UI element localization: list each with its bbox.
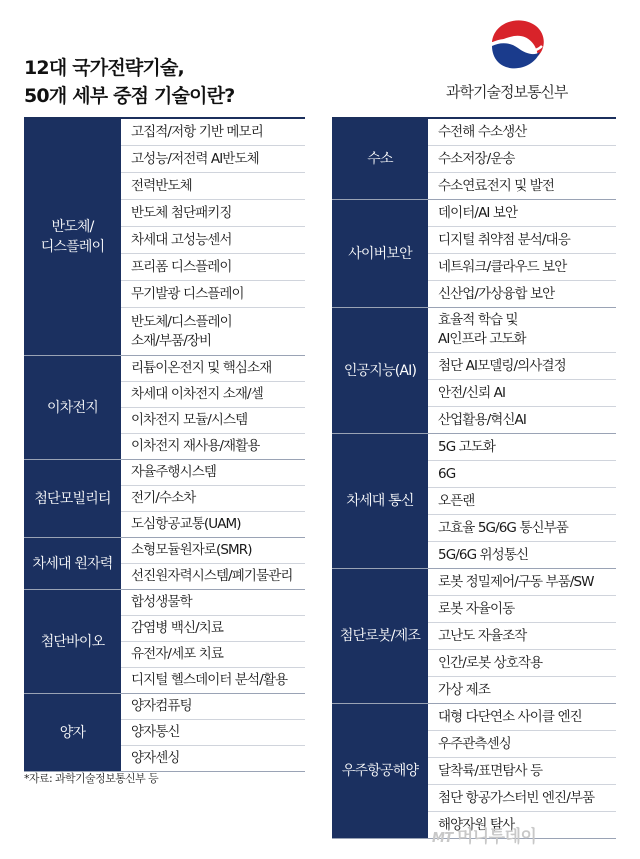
category-label: 우주항공해양 bbox=[332, 704, 428, 838]
category-group bbox=[332, 119, 616, 200]
category-label: 첨단바이오 bbox=[24, 590, 121, 693]
category-label: 첨단모빌리티 bbox=[24, 460, 121, 537]
page-title bbox=[24, 54, 235, 110]
government-emblem-icon bbox=[486, 12, 550, 76]
tech-item: 로봇 자율이동 bbox=[428, 596, 616, 623]
tech-item: 전력반도체 bbox=[121, 173, 305, 200]
category-group bbox=[332, 569, 616, 704]
category-group bbox=[24, 119, 305, 356]
tech-item: 인간/로봇 상호작용 bbox=[428, 650, 616, 677]
watermark-text: 머니투데이 bbox=[456, 827, 537, 847]
category-group bbox=[332, 704, 616, 839]
emblem-blue-arc bbox=[492, 43, 540, 68]
category-group bbox=[24, 590, 305, 694]
category-group bbox=[332, 434, 616, 569]
tech-item: 차세대 이차전지 소재/셀 bbox=[121, 382, 305, 408]
category-group bbox=[24, 694, 305, 772]
title-line-1: 12대 국가전략기술, bbox=[24, 57, 184, 79]
category-label: 사이버보안 bbox=[332, 200, 428, 307]
tech-item: 자율주행시스템 bbox=[121, 460, 305, 486]
category-group bbox=[24, 538, 305, 590]
category-label: 인공지능(AI) bbox=[332, 308, 428, 433]
watermark-mark: MT bbox=[432, 831, 453, 846]
tech-item: 데이터/AI 보안 bbox=[428, 200, 616, 227]
category-label: 수소 bbox=[332, 119, 428, 199]
tech-item: 첨단 AI모델링/의사결정 bbox=[428, 353, 616, 380]
category-group bbox=[24, 356, 305, 460]
category-group bbox=[24, 460, 305, 538]
category-label: 첨단로봇/제조 bbox=[332, 569, 428, 703]
watermark bbox=[432, 822, 536, 847]
tech-item: 효율적 학습 및 AI인프라 고도화 bbox=[428, 308, 616, 353]
tech-item: 고난도 자율조작 bbox=[428, 623, 616, 650]
tech-item: 반도체/디스플레이 소재/부품/장비 bbox=[131, 313, 232, 349]
category-group bbox=[332, 200, 616, 308]
tech-item: 5G 고도화 bbox=[428, 434, 616, 461]
tech-item: 고성능/저전력 AI반도체 bbox=[121, 146, 305, 173]
right-table bbox=[332, 117, 616, 839]
tech-item: 수소저장/운송 bbox=[428, 146, 616, 173]
tech-item: 로봇 정밀제어/구동 부품/SW bbox=[428, 569, 616, 596]
tech-item: 양자센싱 bbox=[131, 750, 180, 766]
category-label: 반도체/ 디스플레이 bbox=[24, 119, 121, 355]
tech-item: 반도체 첨단패키징 bbox=[121, 200, 305, 227]
tech-item: 6G bbox=[428, 461, 616, 488]
tech-item: 프리폼 디스플레이 bbox=[121, 254, 305, 281]
tech-item: 디지털 취약점 분석/대응 bbox=[428, 227, 616, 254]
tech-item: 수소연료전지 및 발전 bbox=[438, 177, 555, 194]
tech-item: 5G/6G 위성통신 bbox=[438, 546, 529, 563]
tech-item: 디지털 헬스데이터 분석/활용 bbox=[131, 672, 288, 688]
tech-item: 산업활용/혁신AI bbox=[438, 411, 526, 428]
tech-item: 고효율 5G/6G 통신부품 bbox=[428, 515, 616, 542]
tech-item: 이차전지 모듈/시스템 bbox=[121, 408, 305, 434]
tech-item: 해양자원 탐사 bbox=[438, 816, 515, 833]
tech-item: 도심항공교통(UAM) bbox=[131, 516, 241, 532]
tech-item: 대형 다단연소 사이클 엔진 bbox=[428, 704, 616, 731]
ministry-name: 과학기술정보통신부 bbox=[446, 83, 568, 101]
category-group bbox=[332, 308, 616, 434]
tech-item: 감염병 백신/치료 bbox=[121, 616, 305, 642]
tech-item: 고집적/저항 기반 메모리 bbox=[121, 119, 305, 146]
tech-item: 차세대 고성능센서 bbox=[121, 227, 305, 254]
title-line-2: 50개 세부 중점 기술이란? bbox=[24, 85, 235, 107]
tech-item: 네트워크/클라우드 보안 bbox=[428, 254, 616, 281]
tech-item: 양자통신 bbox=[121, 720, 305, 746]
tech-item: 안전/신뢰 AI bbox=[428, 380, 616, 407]
tech-item: 오픈랜 bbox=[428, 488, 616, 515]
category-label: 차세대 통신 bbox=[332, 434, 428, 568]
tech-item: 이차전지 재사용/재활용 bbox=[131, 438, 260, 454]
source-footnote: *자료: 과학기술정보통신부 등 bbox=[24, 772, 159, 785]
tech-item: 무기발광 디스플레이 bbox=[121, 281, 305, 308]
category-label: 차세대 원자력 bbox=[24, 538, 121, 589]
tech-item: 가상 제조 bbox=[438, 681, 490, 698]
tech-item: 전기/수소차 bbox=[121, 486, 305, 512]
tech-item: 유전자/세포 치료 bbox=[121, 642, 305, 668]
tech-item: 합성생물학 bbox=[121, 590, 305, 616]
category-label: 이차전지 bbox=[24, 356, 121, 459]
tech-item: 선진원자력시스템/폐기물관리 bbox=[131, 568, 293, 584]
tech-item: 양자컴퓨팅 bbox=[121, 694, 305, 720]
category-label: 양자 bbox=[24, 694, 121, 771]
tech-item: 소형모듈원자로(SMR) bbox=[121, 538, 305, 564]
tech-item: 우주관측센싱 bbox=[428, 731, 616, 758]
tech-item: 리튬이온전지 및 핵심소재 bbox=[121, 356, 305, 382]
tech-item: 첨단 항공가스터빈 엔진/부품 bbox=[428, 785, 616, 812]
tech-item: 달착륙/표면탐사 등 bbox=[428, 758, 616, 785]
tech-item: 신산업/가상융합 보안 bbox=[438, 285, 555, 302]
left-table bbox=[24, 117, 305, 772]
tech-item: 수전해 수소생산 bbox=[428, 119, 616, 146]
